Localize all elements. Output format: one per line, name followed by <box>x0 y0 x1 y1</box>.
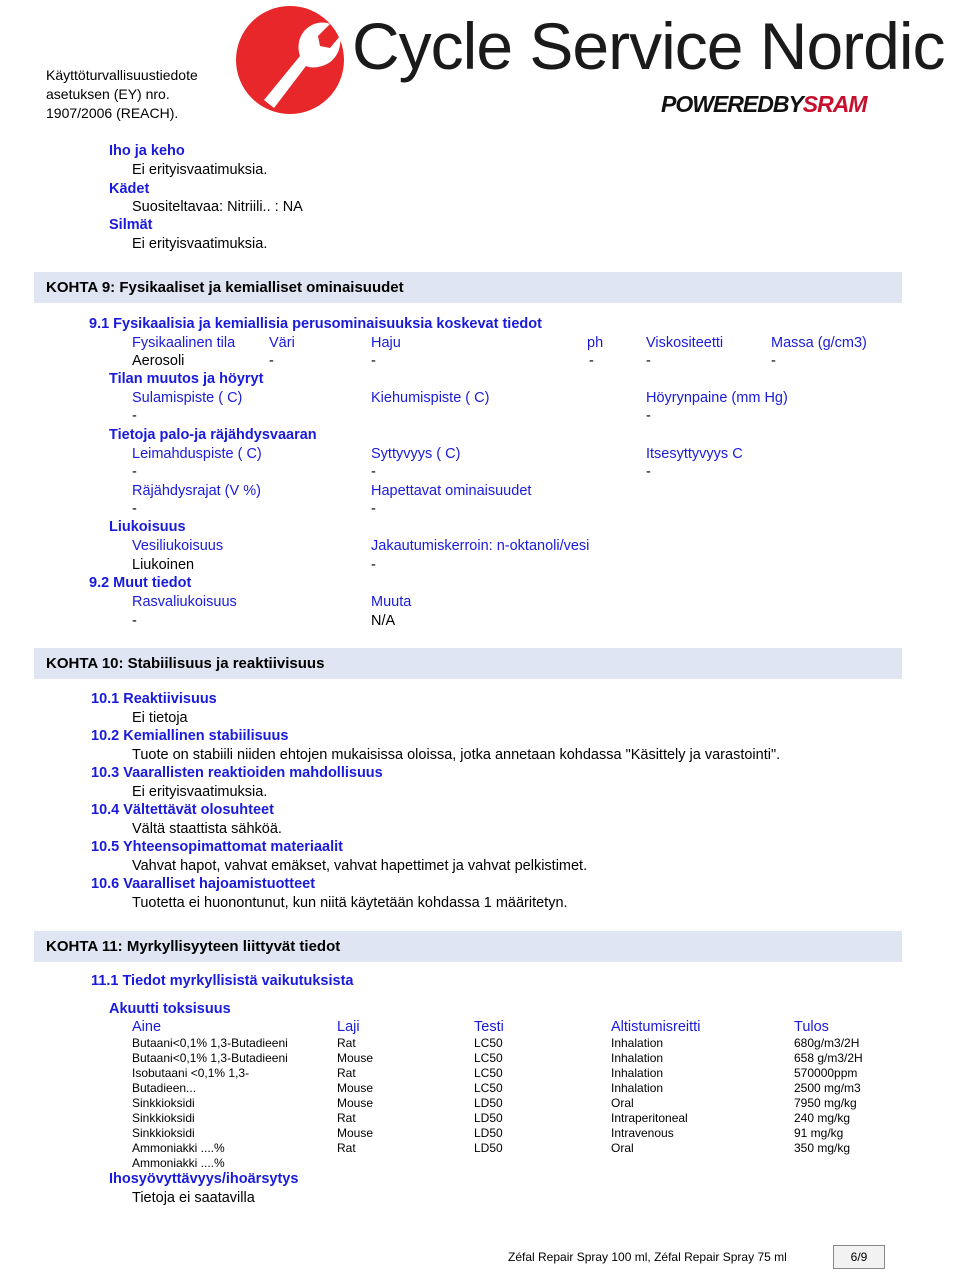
mass-label: Massa (g/cm3) <box>771 335 867 351</box>
col-substance: Aine <box>132 1019 162 1035</box>
viscosity-label: Viskositeetti <box>646 335 724 351</box>
autoignition-label: Itsesyttyvyys C <box>646 446 743 462</box>
physical-state-value: Aerosoli <box>132 353 185 369</box>
cell-route: Inhalation <box>611 1051 664 1065</box>
vapor-pressure-value: - <box>646 408 651 424</box>
section-11-1-title: 11.1 Tiedot myrkyllisistä vaikutuksista <box>91 973 354 989</box>
cell-test: LD50 <box>474 1111 503 1125</box>
cell-test: LC50 <box>474 1081 503 1095</box>
autoignition-value: - <box>646 464 651 480</box>
wrench-logo-icon <box>234 4 346 116</box>
melting-point-label: Sulamispiste ( C) <box>132 390 243 406</box>
cell-substance: Sinkkioksidi <box>132 1111 195 1125</box>
eyes-protection-title: Silmät <box>109 217 153 233</box>
cell-result: 570000ppm <box>794 1066 858 1080</box>
cell-test: LD50 <box>474 1096 503 1110</box>
sram-text: SRAM <box>802 91 867 117</box>
cell-species: Mouse <box>337 1081 374 1095</box>
oxidizing-value: - <box>371 501 376 517</box>
cell-route: Intravenous <box>611 1126 674 1140</box>
cell-test: LD50 <box>474 1141 503 1155</box>
section-9-title: KOHTA 9: Fysikaaliset ja kemialliset ominaisuudet <box>46 279 404 296</box>
mass-value: - <box>771 353 776 369</box>
col-route: Altistumisreitti <box>611 1019 701 1035</box>
cell-substance: Butaani<0,1% 1,3-Butadieeni <box>132 1051 288 1065</box>
cell-species: Mouse <box>337 1096 374 1110</box>
flammability-value: - <box>371 464 376 480</box>
boiling-point-label: Kiehumispiste ( C) <box>371 390 490 406</box>
cell-test: LC50 <box>474 1036 503 1050</box>
powered-by-text: POWEREDBY <box>661 91 803 117</box>
col-species: Laji <box>337 1019 360 1035</box>
cell-route: Oral <box>611 1096 634 1110</box>
cell-result: 7950 mg/kg <box>794 1096 857 1110</box>
cell-substance: Butaani<0,1% 1,3-Butadieeni <box>132 1036 288 1050</box>
flammability-label: Syttyvyys ( C) <box>371 446 461 462</box>
oxidizing-label: Hapettavat ominaisuudet <box>371 483 532 499</box>
section-11-title: KOHTA 11: Myrkyllisyyteen liittyvät tiedot <box>46 938 341 955</box>
logo-wordmark: Cycle Service Nordic <box>352 9 945 83</box>
cell-route: Intraperitoneal <box>611 1111 688 1125</box>
cell-species: Mouse <box>337 1051 374 1065</box>
explosion-limits-label: Räjähdysrajat (V %) <box>132 483 261 499</box>
footer-product: Zéfal Repair Spray 100 ml, Zéfal Repair Spray 75 ml <box>508 1250 787 1264</box>
powered-by-sram <box>661 91 867 118</box>
conditions-to-avoid-title: 10.4 Vältettävät olosuhteet <box>91 802 274 818</box>
ph-value: - <box>589 353 594 369</box>
section-11-band <box>34 931 902 962</box>
section-10-band <box>34 648 902 679</box>
cell-species: Rat <box>337 1141 356 1155</box>
section-10-title: KOHTA 10: Stabiilisuus ja reaktiivisuus <box>46 655 325 672</box>
reactivity-text: Ei tietoja <box>132 710 188 726</box>
cell-species: Mouse <box>337 1126 374 1140</box>
cell-substance: Ammoniakki ....% <box>132 1141 225 1155</box>
partition-coefficient-value: - <box>371 557 376 573</box>
cell-substance: Sinkkioksidi <box>132 1126 195 1140</box>
section-9-2-title: 9.2 Muut tiedot <box>89 575 192 591</box>
water-solubility-value: Liukoinen <box>132 557 195 573</box>
eyes-protection-text: Ei erityisvaatimuksia. <box>132 236 268 252</box>
col-result: Tulos <box>794 1019 829 1035</box>
hazardous-reactions-title: 10.3 Vaarallisten reaktioiden mahdollisuus <box>91 765 383 781</box>
flash-point-value: - <box>132 464 137 480</box>
document-title-line3: 1907/2006 (REACH). <box>46 105 179 121</box>
stability-title: 10.2 Kemiallinen stabiilisuus <box>91 728 289 744</box>
odor-label: Haju <box>371 335 401 351</box>
cell-result: 350 mg/kg <box>794 1141 851 1155</box>
skin-corrosion-text: Tietoja ei saatavilla <box>132 1190 255 1206</box>
document-title-line1: Käyttöturvallisuustiedote <box>46 67 198 83</box>
reactivity-title: 10.1 Reaktiivisuus <box>91 691 217 707</box>
cell-species: Rat <box>337 1036 356 1050</box>
section-9-band <box>34 272 902 303</box>
cell-result: 658 g/m3/2H <box>794 1051 863 1065</box>
explosion-limits-value: - <box>132 501 137 517</box>
cell-test: LC50 <box>474 1051 503 1065</box>
hands-protection-text: Suositeltavaa: Nitriili.. : NA <box>132 199 303 215</box>
hands-protection-title: Kädet <box>109 181 150 197</box>
vapor-pressure-label: Höyrynpaine (mm Hg) <box>646 390 788 406</box>
incompatible-materials-text: Vahvat hapot, vahvat emäkset, vahvat hapettimet ja vahvat pelkistimet. <box>132 858 588 874</box>
cell-route: Oral <box>611 1141 634 1155</box>
cell-test: LD50 <box>474 1126 503 1140</box>
incompatible-materials-title: 10.5 Yhteensopimattomat materiaalit <box>91 839 343 855</box>
page-number: 6/9 <box>833 1245 885 1269</box>
cell-route: Inhalation <box>611 1081 664 1095</box>
cell-result: 240 mg/kg <box>794 1111 851 1125</box>
cell-substance: Sinkkioksidi <box>132 1096 195 1110</box>
water-solubility-label: Vesiliukoisuus <box>132 538 224 554</box>
section-9-1-title: 9.1 Fysikaalisia ja kemiallisia perusominaisuuksia koskevat tiedot <box>89 316 542 332</box>
fat-solubility-label: Rasvaliukoisuus <box>132 594 237 610</box>
cell-result: 680g/m3/2H <box>794 1036 860 1050</box>
stability-text: Tuote on stabiili niiden ehtojen mukaisissa oloissa, jotka annetaan kohdassa "Käsittely ja varastointi". <box>132 747 781 763</box>
fat-solubility-value: - <box>132 613 137 629</box>
partition-coefficient-label: Jakautumiskerroin: n-oktanoli/vesi <box>371 538 590 554</box>
color-value: - <box>269 353 274 369</box>
cell-test: LC50 <box>474 1066 503 1080</box>
cell-substance: Ammoniakki ....% <box>132 1156 225 1170</box>
cell-species: Rat <box>337 1111 356 1125</box>
body-protection-text: Ei erityisvaatimuksia. <box>132 162 268 178</box>
melting-point-value: - <box>132 408 137 424</box>
conditions-to-avoid-text: Vältä staattista sähköä. <box>132 821 282 837</box>
acute-toxicity-title: Akuutti toksisuus <box>109 1001 231 1017</box>
color-label: Väri <box>269 335 295 351</box>
flash-point-label: Leimahduspiste ( C) <box>132 446 262 462</box>
body-protection-title: Iho ja keho <box>109 143 185 159</box>
odor-value: - <box>371 353 376 369</box>
physical-state-label: Fysikaalinen tila <box>132 335 236 351</box>
decomposition-products-title: 10.6 Vaaralliset hajoamistuotteet <box>91 876 316 892</box>
cell-route: Inhalation <box>611 1036 664 1050</box>
other-label: Muuta <box>371 594 412 610</box>
decomposition-products-text: Tuotetta ei huonontunut, kun niitä käytetään kohdassa 1 määritetyn. <box>132 895 568 911</box>
fire-explosion-title: Tietoja palo-ja räjähdysvaaran <box>109 427 317 443</box>
cell-result: 2500 mg/m3 <box>794 1081 861 1095</box>
phase-change-title: Tilan muutos ja höyryt <box>109 371 264 387</box>
cell-substance: Butadieen... <box>132 1081 197 1095</box>
viscosity-value: - <box>646 353 651 369</box>
cell-route: Inhalation <box>611 1066 664 1080</box>
skin-corrosion-title: Ihosyövyttävyys/ihoärsytys <box>109 1171 299 1187</box>
hazardous-reactions-text: Ei erityisvaatimuksia. <box>132 784 268 800</box>
cell-species: Rat <box>337 1066 356 1080</box>
other-value: N/A <box>371 613 396 629</box>
document-title-line2: asetuksen (EY) nro. <box>46 86 170 102</box>
cell-result: 91 mg/kg <box>794 1126 844 1140</box>
solubility-title: Liukoisuus <box>109 519 186 535</box>
cell-substance: Isobutaani <0,1% 1,3- <box>132 1066 250 1080</box>
ph-label: ph <box>587 335 604 351</box>
col-test: Testi <box>474 1019 504 1035</box>
